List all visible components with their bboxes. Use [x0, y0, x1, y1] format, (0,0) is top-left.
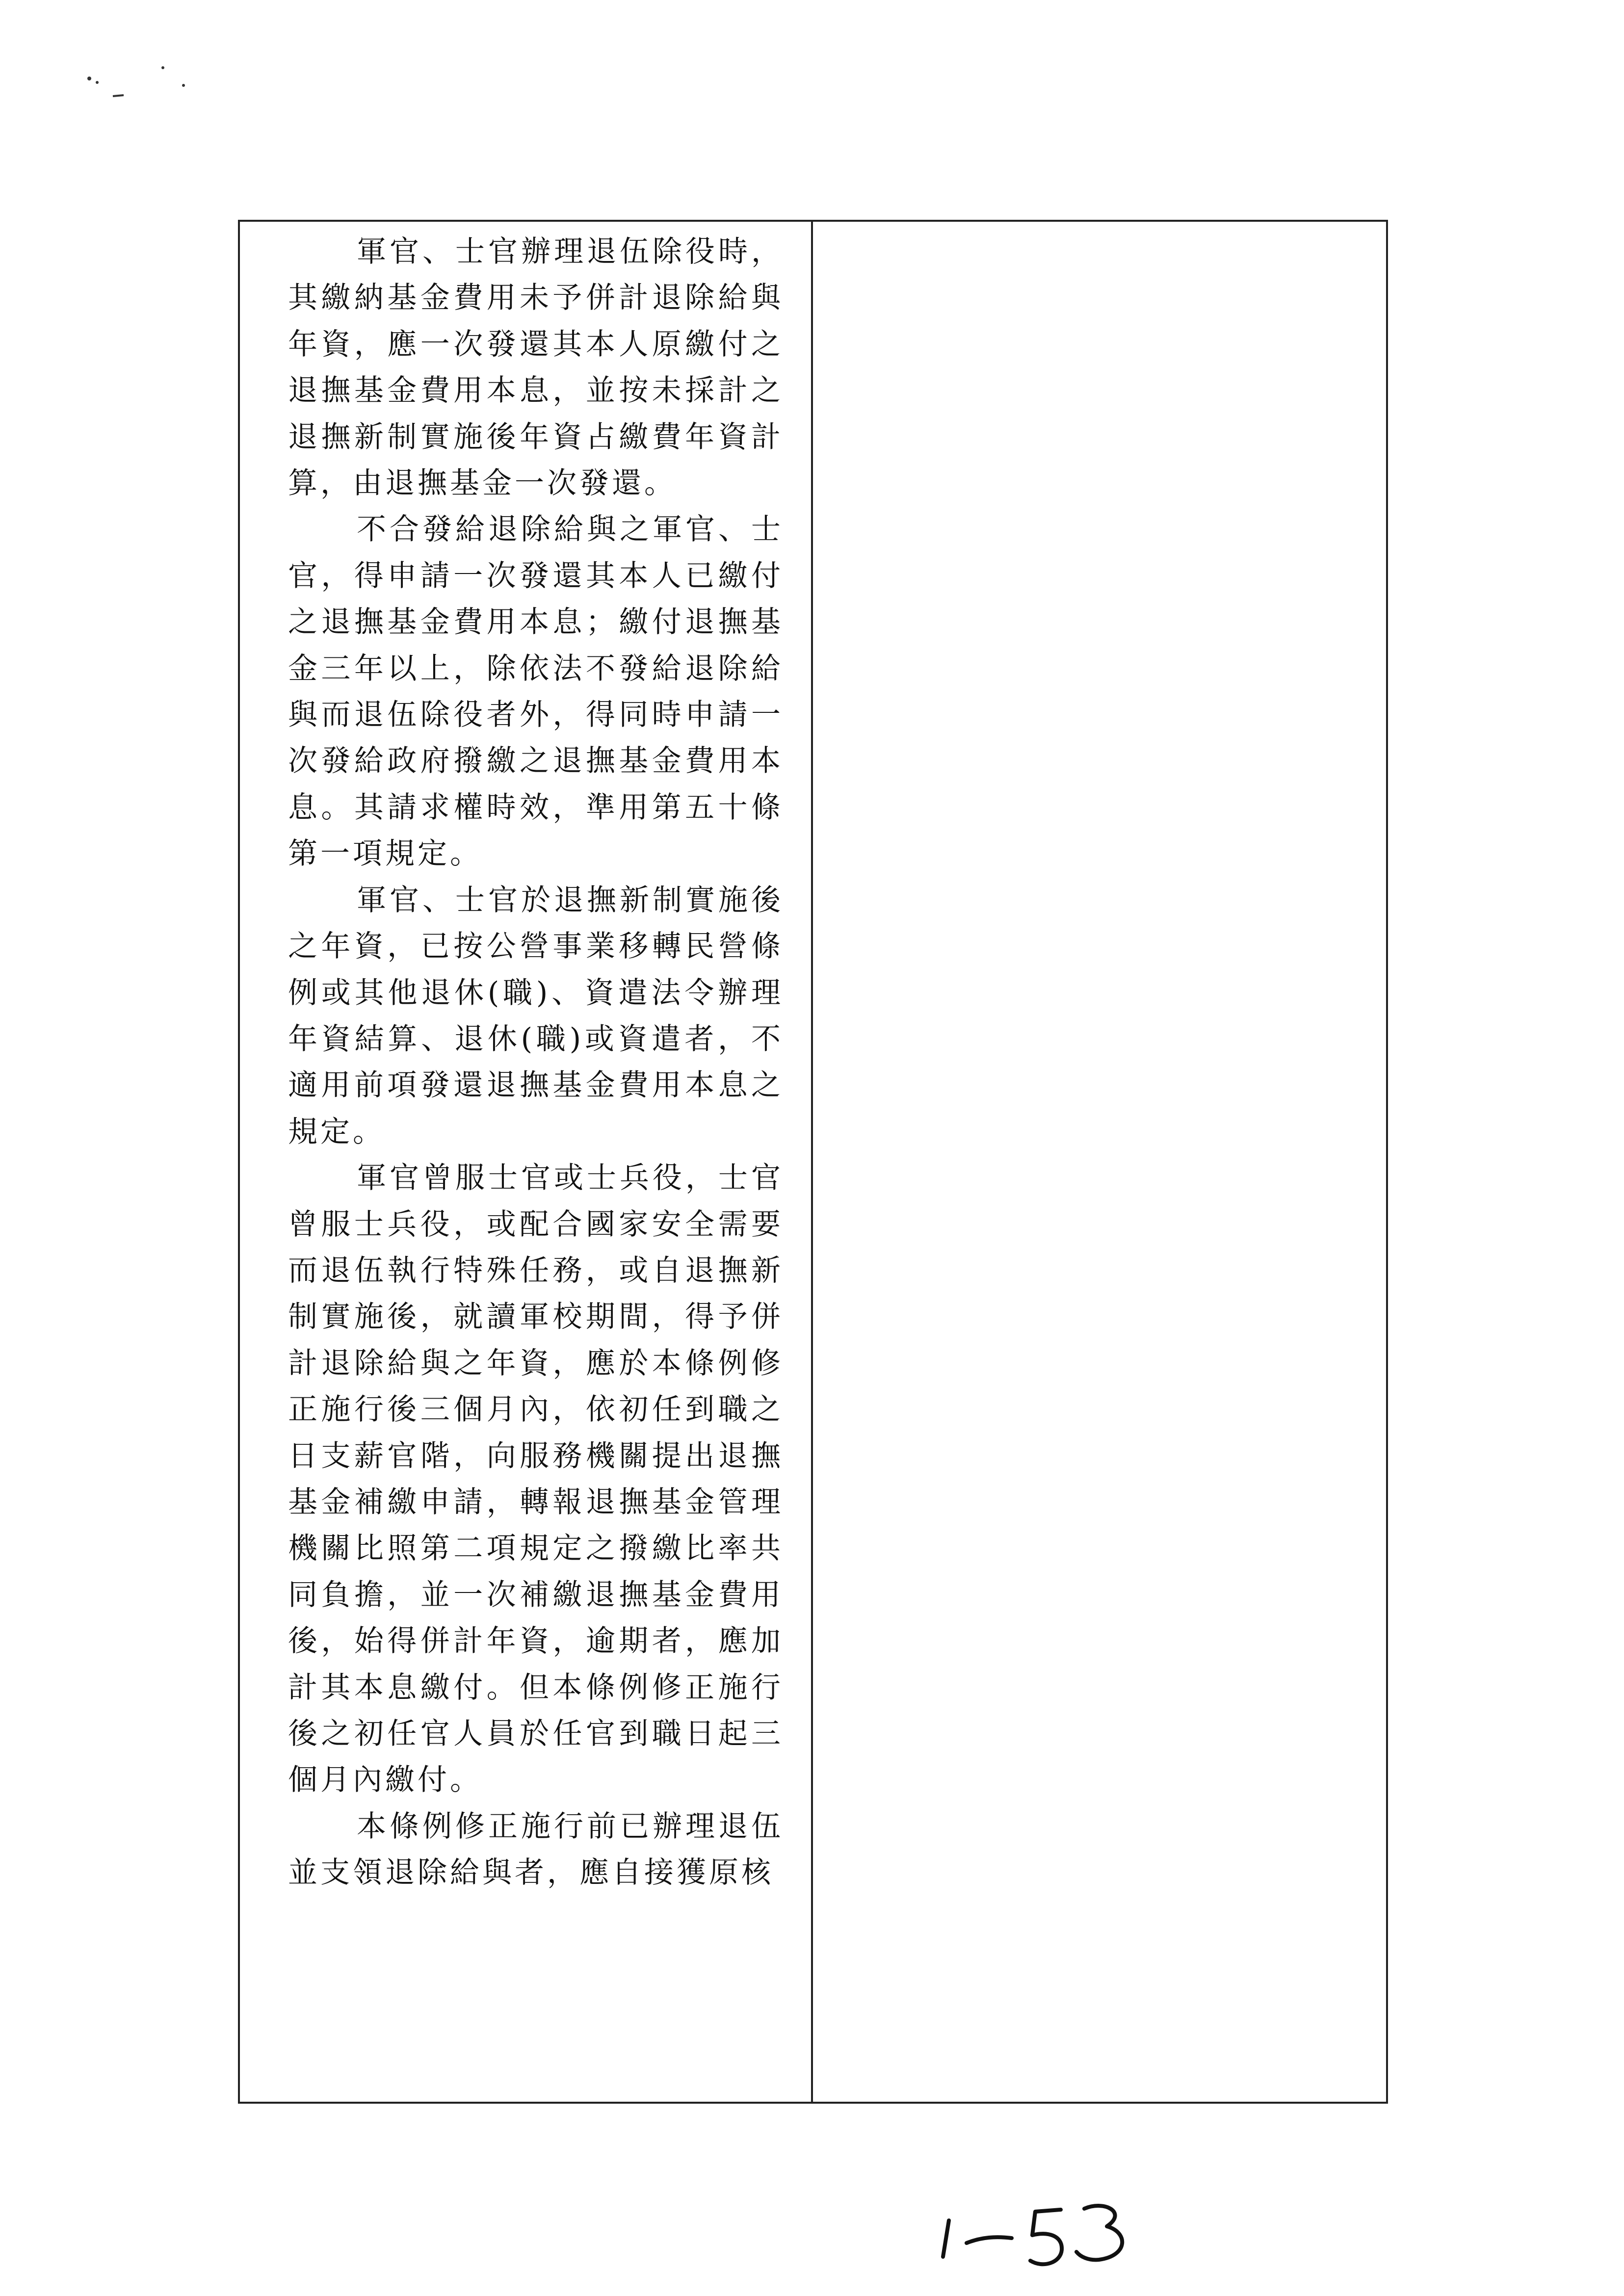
- scan-speck-marks: [79, 54, 196, 108]
- paragraph-3: 軍官、士官於退撫新制實施後之年資，已按公營事業移轉民營條例或其他退休(職)、資遣法令辦理年資結算、退休(職)或資遣者，不適用前項發還退撫基金費用本息之規定。: [288, 883, 784, 1149]
- paragraph-1: 軍官、士官辦理退伍除役時，其繳納基金費用未予併計退除給與年資，應一次發還其本人原繳付之退撫基金費用本息，並按未採計之退撫新制實施後年資占繳費年資計算，由退撫基金一次發還。: [288, 235, 784, 501]
- left-column: [240, 222, 813, 2102]
- handwritten-page-number: [922, 2178, 1148, 2276]
- page-number-handwriting: [922, 2178, 1148, 2276]
- right-column-empty: [813, 222, 1386, 2102]
- paragraph-4: 軍官曾服士官或士兵役，士官曾服士兵役，或配合國家安全需要而退伍執行特殊任務，或自退撫新制實施後，就讀軍校期間，得予併計退除給與之年資，應於本條例修正施行後三個月內，依初任到職之日支薪官階，向服務機關提出退撫基金補繳申請，轉報退撫基金管理機關比照第二項規定之撥繳比率共同負擔，並一次補繳退撫基金費用後，始得併計年資，逾期者，應加計其本息繳付。但本條例修正施行後之初任官人員於任官到職日起三個月內繳付。: [288, 1161, 784, 1798]
- document-table: [238, 220, 1388, 2104]
- paragraph-2: 不合發給退除給與之軍官、士官，得申請一次發還其本人已繳付之退撫基金費用本息；繳付退撫基金三年以上，除依法不發給退除給與而退伍除役者外，得同時申請一次發給政府撥繳之退撫基金費用本息。其請求權時效，準用第五十條第一項規定。: [288, 512, 784, 871]
- paragraph-5: 本條例修正施行前已辦理退伍並支領退除給與者，應自接獲原核: [288, 1809, 784, 1890]
